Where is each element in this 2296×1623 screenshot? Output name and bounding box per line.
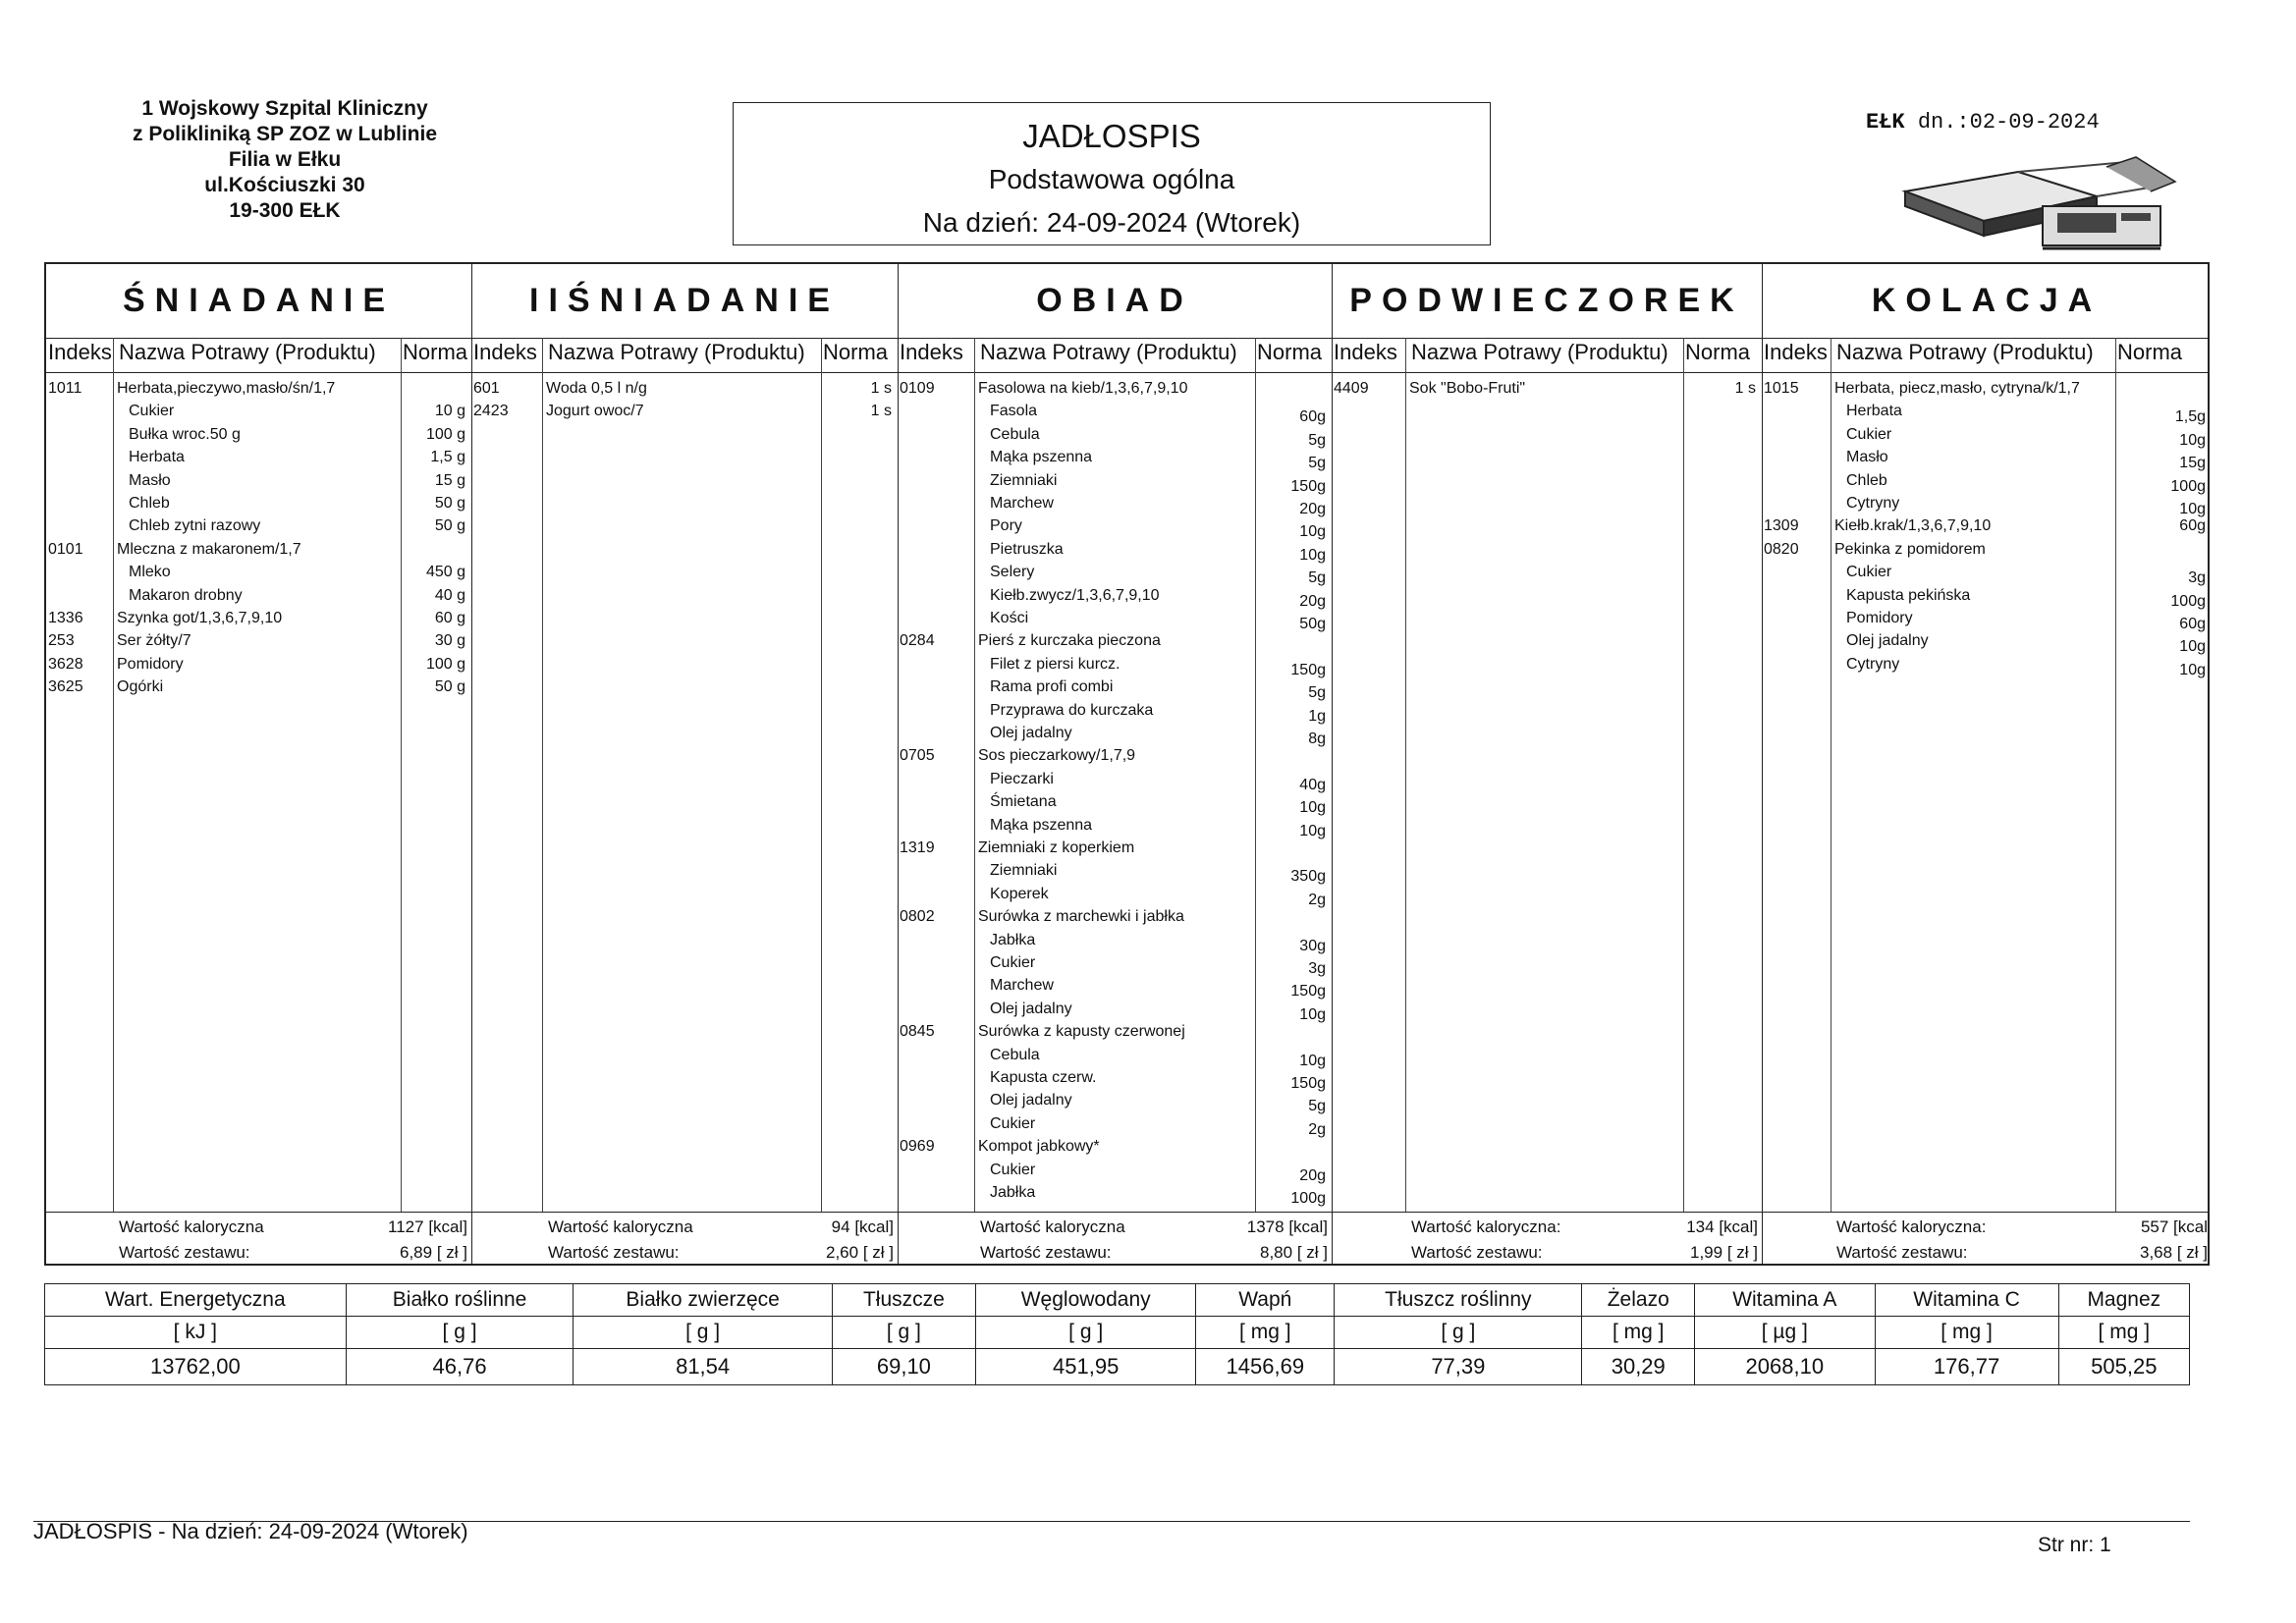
issue-date: dn.:02-09-2024 [1917,110,2100,135]
row-norma: 3g [2188,569,2206,587]
row-norma: 10g [1299,523,1326,541]
kcal-value: 557 [2140,1217,2169,1236]
dish-name: Herbata, piecz,masło, cytryna/k/1,7 [1834,380,2080,397]
column-header-norma: Norma [1685,340,1751,364]
row-norma: 1,5 g [430,449,465,466]
column-header-nazwa: Nazwa Potrawy (Produktu) [548,340,805,364]
ingredient-name: Cukier [990,1161,1036,1178]
row-index: 1319 [900,839,935,856]
kcal-value-group [717,1217,894,1237]
nutrient-value: 46,76 [346,1349,574,1385]
ingredient-name: Selery [990,564,1035,581]
ingredient-name: Chleb [1846,471,1887,489]
row-index: 0802 [900,908,935,926]
dish-name: Ogórki [117,678,164,696]
row-norma: 450 g [425,564,465,581]
nutrient-value: 505,25 [2058,1349,2189,1385]
column-header-indeks: Indeks [1334,340,1397,364]
ingredient-name: Koperek [990,885,1049,902]
kcal-label: Wartość kaloryczna [548,1217,693,1236]
column-header-indeks: Indeks [900,340,963,364]
dish-name: Jogurt owoc/7 [546,403,644,420]
row-index: 1015 [1764,380,1799,397]
row-norma: 1,5g [2174,408,2206,426]
city-date [1866,110,2100,135]
column-divider [1405,338,1406,1212]
row-index: 4409 [1334,380,1369,397]
ingredient-name: Śmietana [990,793,1057,811]
ingredient-name: Olej jadalny [1846,632,1929,650]
row-norma: 8g [1308,730,1326,747]
ingredient-name: Pomidory [1846,610,1913,626]
nutrient-header: Żelazo [1582,1284,1695,1317]
column-divider [821,338,822,1212]
dish-name: Ziemniaki z koperkiem [978,839,1135,856]
column-divider [542,338,543,1212]
cost-label: Wartość zestawu: [980,1243,1112,1262]
row-norma: 10g [1299,546,1326,564]
row-norma: 100g [1290,1190,1326,1207]
column-divider [113,338,114,1212]
nutrient-unit: [ mg ] [1875,1317,2058,1349]
section-divider [1332,264,1333,1264]
ingredient-name: Mąka pszenna [990,449,1093,466]
nutrient-value: 77,39 [1335,1349,1582,1385]
row-norma: 20g [1299,501,1326,517]
row-norma: 60 g [434,610,465,626]
nutrient-unit: [ kJ ] [45,1317,347,1349]
cost-value: 1,99 [1690,1243,1723,1262]
ingredient-name: Jabłka [990,931,1036,948]
nutrient-header: Magnez [2058,1284,2189,1317]
column-header-norma: Norma [823,340,889,364]
cost-label: Wartość zestawu: [1836,1243,1968,1262]
row-norma: 50g [1299,616,1326,632]
book-computer-icon [1900,152,2195,255]
nutrient-value: 451,95 [976,1349,1196,1385]
ingredient-name: Kapusta czerw. [990,1069,1097,1086]
row-index: 0109 [900,380,935,397]
column-divider [1683,338,1684,1212]
nutrient-value: 30,29 [1582,1349,1695,1385]
row-norma: 10g [1299,799,1326,817]
cost-unit: [ zł ] [432,1243,467,1262]
row-index: 3625 [48,678,83,696]
city-name: EŁK [1866,110,1905,135]
nutrient-value: 1456,69 [1196,1349,1335,1385]
nutrient-value: 2068,10 [1695,1349,1875,1385]
ingredient-name: Cukier [990,1114,1036,1132]
row-norma: 20g [1299,1166,1326,1184]
ingredient-name: Chleb [129,495,170,512]
ingredient-name: Makaron drobny [129,586,243,604]
ingredient-name: Ziemniaki [990,471,1058,489]
row-index: 1309 [1764,517,1799,535]
row-norma: 40g [1299,776,1326,793]
kcal-label: Wartość kaloryczna [980,1217,1125,1236]
meal-title: OBIAD [1036,282,1193,319]
kcal-value-group [291,1217,467,1237]
ingredient-name: Olej jadalny [990,725,1072,741]
row-norma: 5g [1308,684,1326,702]
dish-name: Kiełb.krak/1,3,6,7,9,10 [1834,517,1992,535]
column-header-indeks: Indeks [48,340,112,364]
hospital-address [108,96,462,224]
column-header-nazwa: Nazwa Potrawy (Produktu) [980,340,1237,364]
nutrient-unit: [ g ] [976,1317,1196,1349]
kcal-unit: [kcal] [1714,1217,1758,1236]
title-box [733,102,1491,245]
row-norma: 20g [1299,592,1326,610]
cost-value-group [717,1243,894,1263]
row-norma: 50 g [434,517,465,535]
row-norma: 10g [1299,822,1326,839]
meal-title: IIŚNIADANIE [529,282,840,319]
row-norma: 150g [1290,661,1326,678]
column-header-norma: Norma [2117,340,2183,364]
row-norma: 150g [1290,983,1326,1001]
ingredient-name: Cukier [990,954,1036,971]
nutrient-header: Tłuszcz roślinny [1335,1284,1582,1317]
section-divider [1762,264,1763,1264]
row-norma: 30g [1299,937,1326,954]
cost-value-group [2031,1243,2208,1263]
nutrient-unit: [ µg ] [1695,1317,1875,1349]
footer-title: JADŁOSPIS - Na dzień: 24-09-2024 (Wtorek) [33,1519,468,1543]
row-index: 2423 [473,403,509,420]
ingredient-name: Rama profi combi [990,678,1114,696]
row-norma: 5g [1308,1098,1326,1115]
meal-title: KOLACJA [1871,282,2103,319]
ingredient-name: Kapusta pekińska [1846,586,1971,604]
row-index: 0969 [900,1138,935,1156]
ingredient-name: Fasola [990,403,1038,420]
nutrient-unit: [ g ] [1335,1317,1582,1349]
nutrient-unit: [ mg ] [1582,1317,1695,1349]
ingredient-name: Ziemniaki [990,862,1058,880]
column-header-nazwa: Nazwa Potrawy (Produktu) [1411,340,1668,364]
nutrient-header: Białko roślinne [346,1284,574,1317]
dish-name: Pomidory [117,655,184,673]
row-norma: 350g [1290,868,1326,886]
kcal-unit: [kcal] [849,1217,894,1236]
row-norma: 50 g [434,495,465,512]
nutrient-header: Wapń [1196,1284,1335,1317]
hospital-line: ul.Kościuszki 30 [204,174,365,196]
ingredient-name: Kości [990,610,1029,626]
dish-name: Kompot jabkowy* [978,1138,1100,1156]
ingredient-name: Cytryny [1846,495,1900,512]
hospital-line: 19-300 EŁK [229,199,341,222]
row-index: 0284 [900,632,935,650]
row-norma: 100 g [425,425,465,443]
row-index: 0705 [900,747,935,765]
row-norma: 3g [1308,960,1326,977]
row-norma: 150g [1290,477,1326,495]
row-norma: 100 g [425,655,465,673]
kcal-unit: [kcal] [423,1217,467,1236]
column-header-divider [46,372,2208,373]
ingredient-name: Cebula [990,1046,1040,1063]
cost-value: 3,68 [2140,1243,2173,1262]
row-norma: 5g [1308,455,1326,472]
ingredient-name: Pieczarki [990,770,1054,787]
kcal-value: 1127 [388,1217,424,1236]
row-norma: 15 g [434,471,465,489]
row-norma: 40 g [434,586,465,604]
nutrition-summary-table [44,1283,2190,1385]
row-index: 3628 [48,655,83,673]
row-norma: 60g [1299,408,1326,426]
ingredient-name: Marchew [990,495,1054,512]
kcal-label: Wartość kaloryczna [119,1217,264,1236]
row-norma: 10 g [434,403,465,420]
nutrient-header: Wart. Energetyczna [45,1284,347,1317]
kcal-value-group [1151,1217,1328,1237]
row-norma: 10g [1299,1005,1326,1023]
nutrient-unit: [ g ] [832,1317,975,1349]
cost-value: 2,60 [826,1243,859,1262]
row-norma: 10g [2179,501,2206,517]
dish-name: Fasolowa na kieb/1,3,6,7,9,10 [978,380,1188,397]
dish-name: Surówka z kapusty czerwonej [978,1023,1185,1041]
page-number: Str nr: 1 [2038,1534,2111,1556]
nutrient-value: 13762,00 [45,1349,347,1385]
ingredient-name: Pietruszka [990,540,1064,558]
row-norma: 150g [1290,1075,1326,1092]
row-norma: 30 g [434,632,465,650]
menu-date: Na dzień: 24-09-2024 (Wtorek) [922,207,1301,238]
hospital-line: Filia w Ełku [228,148,342,171]
ingredient-name: Chleb zytni razowy [129,517,261,535]
cost-value: 6,89 [400,1243,433,1262]
dish-name: Surówka z marchewki i jabłka [978,908,1184,926]
section-divider [898,264,899,1264]
dish-name: Pierś z kurczaka pieczona [978,632,1161,650]
row-index: 0845 [900,1023,935,1041]
row-norma: 60g [2179,616,2206,632]
diet-name: Podstawowa ogólna [988,164,1235,194]
cost-value-group [1581,1243,1758,1263]
kcal-unit: [kcal] [1284,1217,1328,1236]
dish-name: Mleczna z makaronem/1,7 [117,540,301,558]
kcal-value: 134 [1686,1217,1715,1236]
ingredient-name: Olej jadalny [990,1000,1072,1017]
row-norma: 10g [2179,638,2206,656]
ingredient-name: Masło [1846,449,1888,466]
ingredient-name: Herbata [129,449,185,466]
ingredient-name: Marchew [990,977,1054,995]
nutrient-unit: [ mg ] [1196,1317,1335,1349]
row-norma: 2g [1308,1120,1326,1138]
nutrient-header: Węglowodany [976,1284,1196,1317]
row-norma: 100g [2170,592,2206,610]
menu-table [44,262,2210,1266]
ingredient-name: Cukier [1846,564,1892,581]
kcal-value: 94 [831,1217,850,1236]
cost-unit: [ zł ] [1292,1243,1328,1262]
ingredient-name: Mleko [129,564,171,581]
ingredient-name: Filet z piersi kurcz. [990,655,1121,673]
ingredient-name: Herbata [1846,403,1902,420]
dish-name: Herbata,pieczywo,masło/śn/1,7 [117,380,336,397]
dish-name: Woda 0,5 l n/g [546,380,647,397]
row-norma: 1 s [870,380,892,397]
column-divider [401,338,402,1212]
hospital-line: 1 Wojskowy Szpital Kliniczny [141,97,428,120]
ingredient-name: Przyprawa do kurczaka [990,701,1154,719]
ingredient-name: Mąka pszenna [990,816,1093,834]
dish-name: Ser żółty/7 [117,632,191,650]
cost-value: 8,80 [1260,1243,1293,1262]
ingredient-name: Masło [129,471,171,489]
ingredient-name: Olej jadalny [990,1092,1072,1109]
cost-label: Wartość zestawu: [119,1243,250,1262]
column-header-nazwa: Nazwa Potrawy (Produktu) [1836,340,2094,364]
ingredient-name: Bułka wroc.50 g [129,425,241,443]
row-norma: 100g [2170,477,2206,495]
dish-name: Sos pieczarkowy/1,7,9 [978,747,1136,765]
row-index: 601 [473,380,500,397]
document-title: JADŁOSPIS [1022,118,1201,154]
row-norma: 2g [1308,891,1326,908]
ingredient-name: Pory [990,517,1022,535]
row-norma: 5g [1308,569,1326,587]
meal-header-divider [46,338,2208,339]
nutrient-value: 81,54 [574,1349,832,1385]
cost-unit: [ zł ] [2172,1243,2208,1262]
row-index: 1011 [48,380,82,397]
cost-label: Wartość zestawu: [548,1243,680,1262]
kcal-label: Wartość kaloryczna: [1411,1217,1561,1236]
nutrient-value: 176,77 [1875,1349,2058,1385]
row-norma: 50 g [434,678,465,696]
row-norma: 1 s [870,403,892,420]
column-header-indeks: Indeks [1764,340,1828,364]
row-norma: 15g [2179,455,2206,472]
kcal-label: Wartość kaloryczna: [1836,1217,1987,1236]
row-norma: 10g [1299,1052,1326,1069]
cost-value-group [291,1243,467,1263]
ingredient-name: Cukier [129,403,175,420]
row-norma: 5g [1308,431,1326,449]
hospital-line: z Polikliniką SP ZOZ w Lublinie [133,123,437,145]
kcal-value-group [1581,1217,1758,1237]
nutrient-unit: [ g ] [574,1317,832,1349]
ingredient-name: Cebula [990,425,1040,443]
ingredient-name: Cukier [1846,425,1892,443]
kcal-value-group [2031,1217,2208,1237]
column-header-nazwa: Nazwa Potrawy (Produktu) [119,340,376,364]
nutrient-header: Witamina C [1875,1284,2058,1317]
column-header-norma: Norma [403,340,468,364]
row-norma: 60g [2179,517,2206,535]
kcal-value: 1378 [1246,1217,1285,1236]
cost-unit: [ zł ] [1722,1243,1758,1262]
meal-title: ŚNIADANIE [122,282,396,319]
column-divider [974,338,975,1212]
dish-name: Sok "Bobo-Fruti" [1409,380,1526,397]
nutrient-value: 69,10 [832,1349,975,1385]
kcal-unit: [kcal [2168,1217,2208,1236]
dish-name: Pekinka z pomidorem [1834,540,1986,558]
row-norma: 1g [1308,707,1326,725]
cost-value-group [1151,1243,1328,1263]
column-header-norma: Norma [1257,340,1323,364]
row-index: 0101 [48,540,83,558]
nutrient-unit: [ g ] [346,1317,574,1349]
nutrient-unit: [ mg ] [2058,1317,2189,1349]
nutrient-header: Witamina A [1695,1284,1875,1317]
row-index: 253 [48,632,75,650]
row-index: 0820 [1764,540,1799,558]
ingredient-name: Cytryny [1846,655,1900,673]
section-divider [471,264,472,1264]
ingredient-name: Kiełb.zwycz/1,3,6,7,9,10 [990,586,1160,604]
cost-label: Wartość zestawu: [1411,1243,1543,1262]
cost-unit: [ zł ] [858,1243,894,1262]
row-norma: 1 s [1734,380,1756,397]
ingredient-name: Jabłka [990,1184,1036,1201]
row-index: 1336 [48,610,83,626]
row-norma: 10g [2179,661,2206,678]
row-norma: 10g [2179,431,2206,449]
nutrient-header: Tłuszcze [832,1284,975,1317]
dish-name: Szynka got/1,3,6,7,9,10 [117,610,283,626]
column-header-indeks: Indeks [473,340,537,364]
summary-divider [46,1212,2208,1213]
meal-title: PODWIECZOREK [1349,282,1744,319]
nutrient-header: Białko zwierzęce [574,1284,832,1317]
